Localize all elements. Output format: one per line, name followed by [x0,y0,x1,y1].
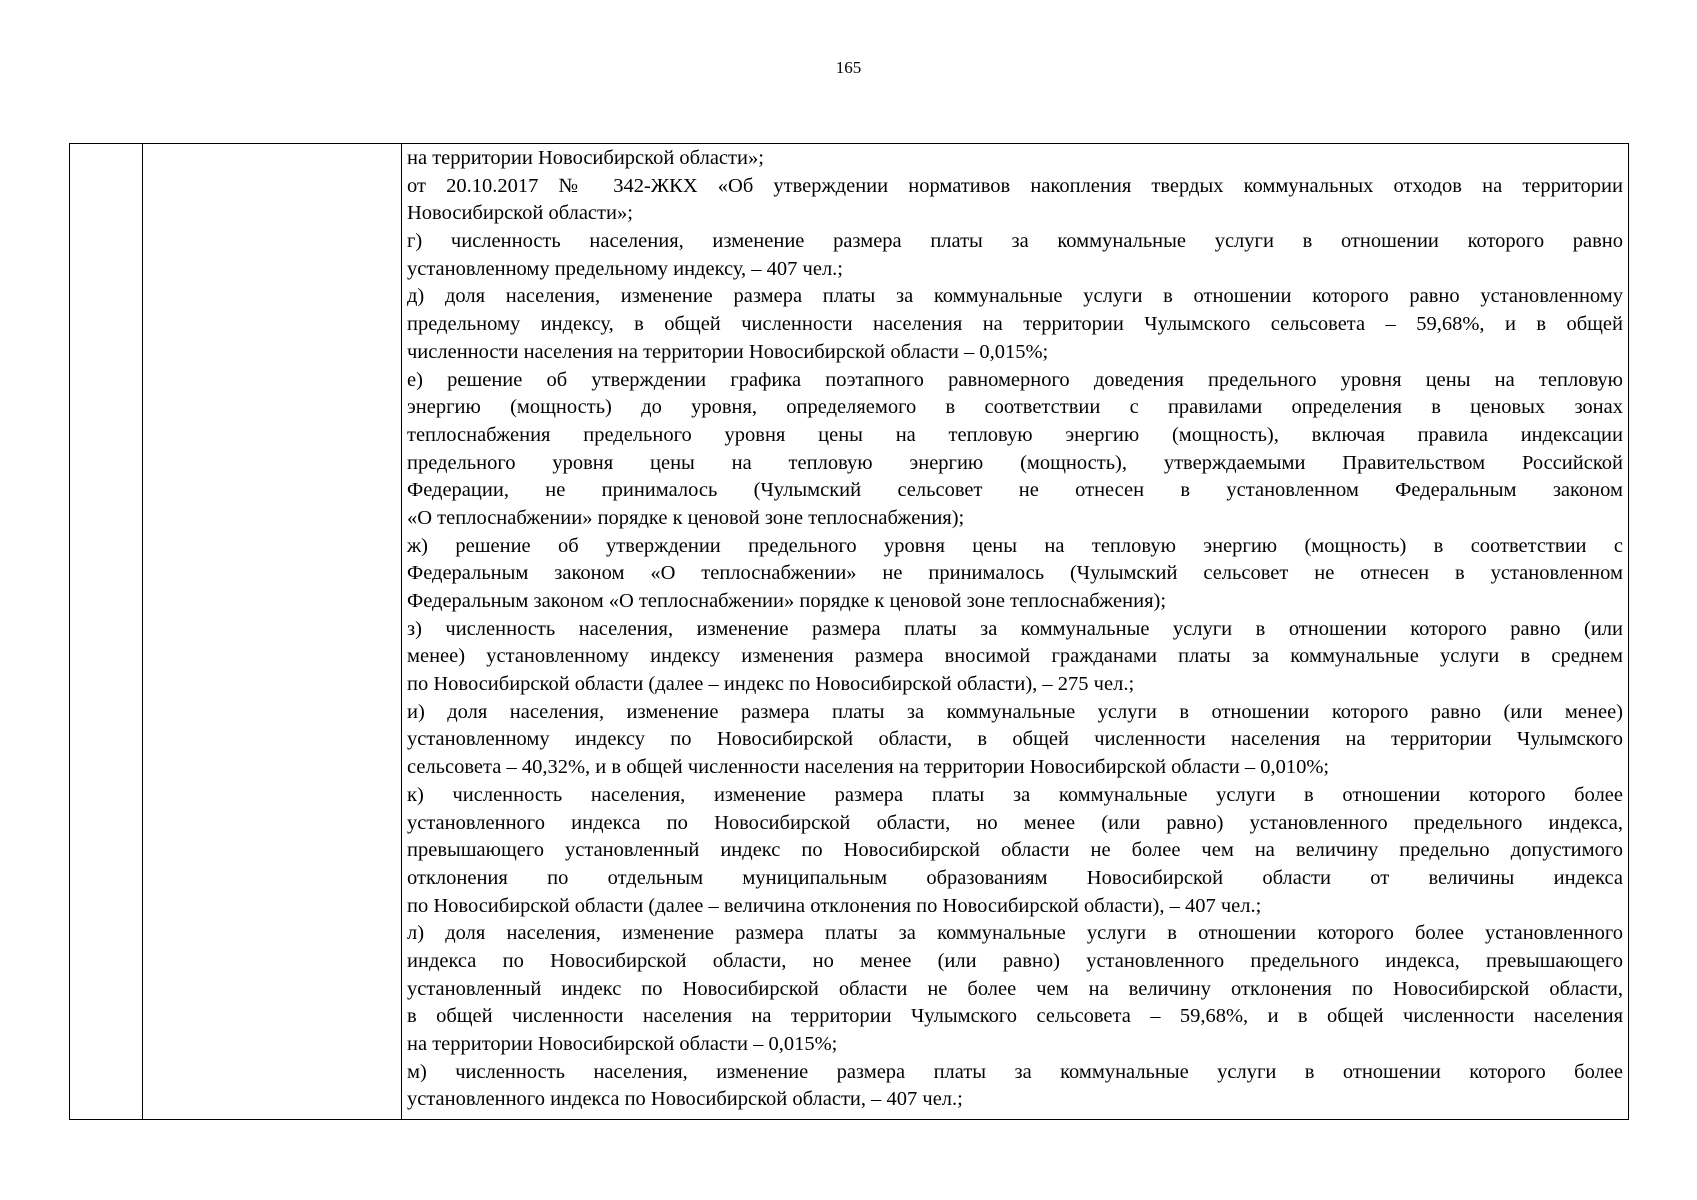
text-line: установленному предельному индексу, – 407 чел.; [407,257,844,280]
text-line: по Новосибирской области (далее – величина отклонения по Новосибирской области), – 407 чел.; [407,894,1262,917]
text-line: е) решение об утверждении графика поэтапного равномерного доведения предельного уровня цены на тепловую [407,368,1623,391]
text-line: л) доля населения, изменение размера платы за коммунальные услуги в отношении которого более установленного [407,922,1623,945]
text-line: установленному индексу по Новосибирской области, в общей численности населения на территории Чулымского [407,728,1623,751]
text-line: индекса по Новосибирской области, но менее (или равно) установленного предельного индекса, превышающего [407,949,1623,972]
text-line: предельному индексу, в общей численности населения на территории Чулымского сельсовета – 59,68%, и в общей [407,313,1623,336]
text-line: Федерации, не принималось (Чулымский сельсовет не отнесен в установленном Федеральным законом [407,479,1623,502]
text-line: и) доля населения, изменение размера платы за коммунальные услуги в отношении которого равно (или менее) [407,700,1623,723]
text-line: «О теплоснабжении» порядке к ценовой зоне теплоснабжения); [407,506,965,529]
text-line: г) численность населения, изменение размера платы за коммунальные услуги в отношении которого равно [407,230,1623,253]
text-line: м) численность населения, изменение размера платы за коммунальные услуги в отношении которого более [407,1060,1623,1083]
text-line: превышающего установленный индекс по Новосибирской области не более чем на величину предельно допустимого [407,839,1623,862]
document-table [69,143,1629,1120]
text-line: установленного индекса по Новосибирской области, но менее (или равно) установленного предельного индекса, [407,811,1623,834]
text-line: энергию (мощность) до уровня, определяемого в соответствии с правилами определения в ценовых зонах [407,396,1623,419]
text-line: Федеральным законом «О теплоснабжении» порядке к ценовой зоне теплоснабжения); [407,590,1167,612]
text-line: в общей численности населения на территории Чулымского сельсовета – 59,68%, и в общей численности населения [407,1005,1623,1028]
text-line: на территории Новосибирской области»; [407,147,764,169]
text-line: по Новосибирской области (далее – индекс по Новосибирской области), – 275 чел.; [407,673,1135,696]
text-line: Новосибирской области»; [407,202,633,225]
table-column-number [70,144,143,1119]
text-line: на территории Новосибирской области – 0,015%; [407,1033,838,1055]
text-line: численности населения на территории Новосибирской области – 0,015%; [407,340,1049,363]
page-number: 165 [835,58,862,77]
text-line: к) численность населения, изменение размера платы за коммунальные услуги в отношении которого более [407,783,1623,806]
table-column-name [143,144,402,1119]
table-column-text [402,144,1628,1119]
text-line: ж) решение об утверждении предельного уровня цены на тепловую энергию (мощность) в соответствии с [407,534,1623,557]
text-line: Федеральным законом «О теплоснабжении» не принималось (Чулымский сельсовет не отнесен в установленном [407,562,1623,585]
text-line: теплоснабжения предельного уровня цены на тепловую энергию (мощность), включая правила индексации [407,423,1623,446]
text-line: предельного уровня цены на тепловую энергию (мощность), утверждаемыми Правительством Российской [407,451,1623,474]
text-line: установленного индекса по Новосибирской области, – 407 чел.; [407,1088,963,1111]
text-line: д) доля населения, изменение размера платы за коммунальные услуги в отношении которого равно установленному [407,285,1623,308]
text-line: менее) установленному индексу изменения размера вносимой гражданами платы за коммунальные услуги в среднем [407,645,1623,668]
text-line: отклонения по отдельным муниципальным образованиям Новосибирской области от величины индекса [407,866,1623,889]
text-line: от 20.10.2017 № 342-ЖКХ «Об утверждении нормативов накопления твердых коммунальных отходов на территории [407,174,1623,197]
text-line: установленный индекс по Новосибирской области не более чем на величину отклонения по Новосибирской области, [407,977,1623,1000]
text-line: з) численность населения, изменение размера платы за коммунальные услуги в отношении которого равно (или [407,617,1623,640]
text-line: сельсовета – 40,32%, и в общей численности населения на территории Новосибирской области – 0,010%; [407,756,1330,779]
